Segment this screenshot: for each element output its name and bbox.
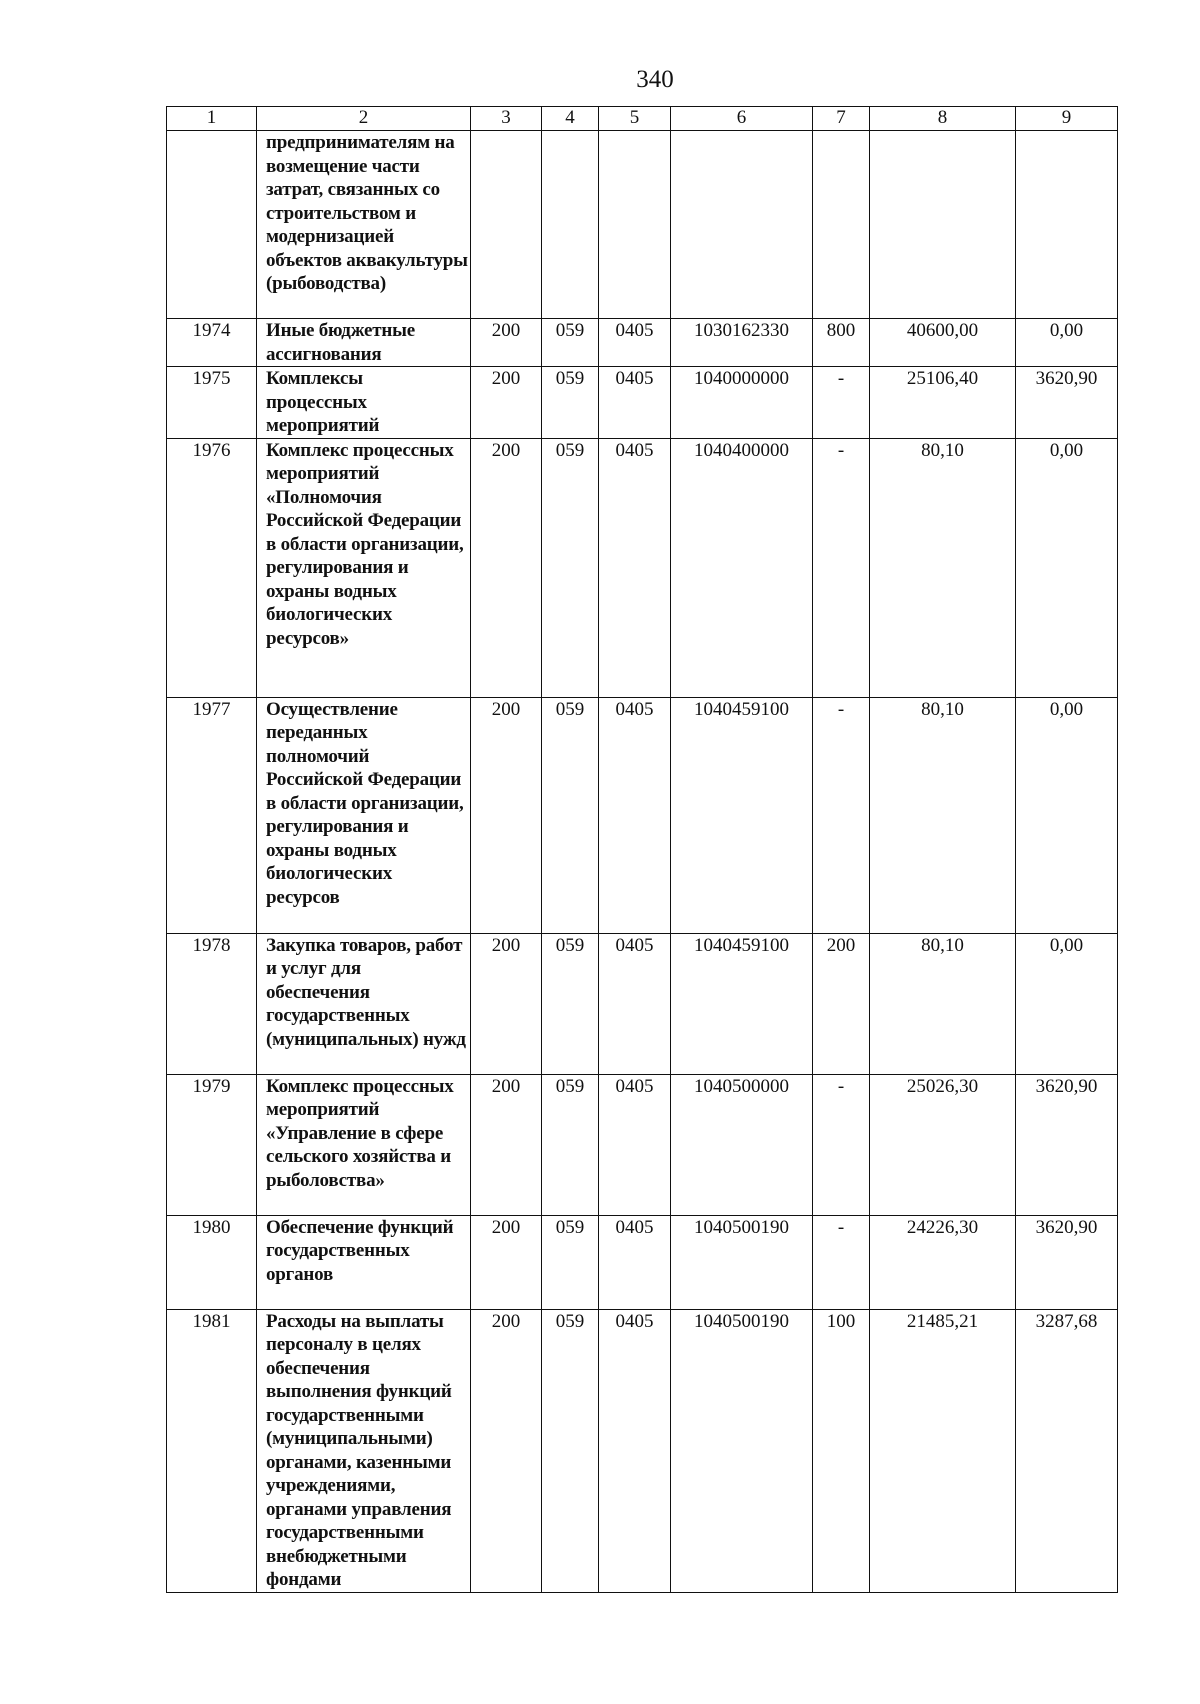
cell-col9: 3620,90 <box>1016 1215 1118 1309</box>
cell-col7: 200 <box>813 933 870 1074</box>
cell-col4 <box>542 131 599 319</box>
cell-col9: 0,00 <box>1016 933 1118 1074</box>
cell-col7: - <box>813 697 870 933</box>
cell-col3: 200 <box>471 1215 542 1309</box>
cell-col4: 059 <box>542 1074 599 1215</box>
page-number: 340 <box>636 66 674 93</box>
row-name: Комплекс процессных мероприятий «Полномочия Российской Федерации в области организации, регулирования и охраны водных биологических ресурсов» <box>257 438 471 697</box>
row-name: Комплексы процессных мероприятий <box>257 367 471 439</box>
row-name: Расходы на выплаты персоналу в целях обеспечения выполнения функций государственными (муниципальными) органами, казенными учреждениями, органами управления государственными внебюджетными фондами <box>257 1309 471 1592</box>
column-header: 9 <box>1016 107 1118 131</box>
cell-col3: 200 <box>471 1309 542 1592</box>
table-row <box>167 933 1118 1074</box>
column-header: 5 <box>599 107 671 131</box>
row-name: Закупка товаров, работ и услуг для обеспечения государственных (муниципальных) нужд <box>257 933 471 1074</box>
column-header: 6 <box>671 107 813 131</box>
table-row <box>167 1074 1118 1215</box>
cell-col3 <box>471 131 542 319</box>
cell-col3: 200 <box>471 367 542 439</box>
row-name: Осуществление переданных полномочий Российской Федерации в области организации, регулирования и охраны водных биологических ресурсов <box>257 697 471 933</box>
cell-col8: 25106,40 <box>870 367 1016 439</box>
cell-col6: 1040500190 <box>671 1309 813 1592</box>
cell-col7: - <box>813 367 870 439</box>
cell-col5: 0405 <box>599 319 671 367</box>
row-number: 1978 <box>167 933 257 1074</box>
cell-col9: 3620,90 <box>1016 1074 1118 1215</box>
row-name: Комплекс процессных мероприятий «Управление в сфере сельского хозяйства и рыболовства» <box>257 1074 471 1215</box>
row-number <box>167 131 257 319</box>
cell-col6: 1040000000 <box>671 367 813 439</box>
cell-col4: 059 <box>542 1309 599 1592</box>
cell-col5: 0405 <box>599 367 671 439</box>
cell-col7: - <box>813 1074 870 1215</box>
table-header-row <box>167 107 1118 131</box>
cell-col3: 200 <box>471 438 542 697</box>
column-header: 2 <box>257 107 471 131</box>
cell-col9: 0,00 <box>1016 697 1118 933</box>
cell-col8: 40600,00 <box>870 319 1016 367</box>
table-row <box>167 319 1118 367</box>
cell-col6: 1040459100 <box>671 933 813 1074</box>
row-number: 1977 <box>167 697 257 933</box>
table-row <box>167 131 1118 319</box>
cell-col7: 100 <box>813 1309 870 1592</box>
cell-col8: 21485,21 <box>870 1309 1016 1592</box>
cell-col3: 200 <box>471 933 542 1074</box>
column-header: 7 <box>813 107 870 131</box>
cell-col3: 200 <box>471 697 542 933</box>
cell-col9: 0,00 <box>1016 319 1118 367</box>
row-number: 1976 <box>167 438 257 697</box>
column-header: 1 <box>167 107 257 131</box>
cell-col5 <box>599 131 671 319</box>
cell-col9: 3287,68 <box>1016 1309 1118 1592</box>
cell-col4: 059 <box>542 319 599 367</box>
cell-col4: 059 <box>542 933 599 1074</box>
column-header: 4 <box>542 107 599 131</box>
row-number: 1979 <box>167 1074 257 1215</box>
cell-col6 <box>671 131 813 319</box>
cell-col7: 800 <box>813 319 870 367</box>
cell-col7: - <box>813 1215 870 1309</box>
cell-col7: - <box>813 438 870 697</box>
table-row <box>167 1215 1118 1309</box>
row-name: Обеспечение функций государственных органов <box>257 1215 471 1309</box>
cell-col8: 25026,30 <box>870 1074 1016 1215</box>
cell-col9: 3620,90 <box>1016 367 1118 439</box>
cell-col5: 0405 <box>599 1074 671 1215</box>
cell-col8: 80,10 <box>870 933 1016 1074</box>
column-header: 3 <box>471 107 542 131</box>
cell-col3: 200 <box>471 1074 542 1215</box>
cell-col7 <box>813 131 870 319</box>
row-name: предпринимателям на возмещение части затрат, связанных со строительством и модернизацией объектов аквакультуры (рыбоводства) <box>257 131 471 319</box>
cell-col9 <box>1016 131 1118 319</box>
table-row <box>167 697 1118 933</box>
cell-col9: 0,00 <box>1016 438 1118 697</box>
cell-col6: 1040400000 <box>671 438 813 697</box>
row-number: 1974 <box>167 319 257 367</box>
cell-col8: 80,10 <box>870 697 1016 933</box>
cell-col8 <box>870 131 1016 319</box>
budget-table <box>166 106 1118 1593</box>
cell-col6: 1040500190 <box>671 1215 813 1309</box>
cell-col4: 059 <box>542 1215 599 1309</box>
cell-col5: 0405 <box>599 1215 671 1309</box>
row-number: 1980 <box>167 1215 257 1309</box>
row-name: Иные бюджетные ассигнования <box>257 319 471 367</box>
cell-col6: 1030162330 <box>671 319 813 367</box>
cell-col5: 0405 <box>599 1309 671 1592</box>
cell-col4: 059 <box>542 697 599 933</box>
cell-col8: 24226,30 <box>870 1215 1016 1309</box>
cell-col4: 059 <box>542 367 599 439</box>
table-row <box>167 438 1118 697</box>
cell-col6: 1040459100 <box>671 697 813 933</box>
column-header: 8 <box>870 107 1016 131</box>
row-number: 1975 <box>167 367 257 439</box>
cell-col5: 0405 <box>599 697 671 933</box>
table-row <box>167 1309 1118 1592</box>
cell-col5: 0405 <box>599 438 671 697</box>
cell-col5: 0405 <box>599 933 671 1074</box>
cell-col8: 80,10 <box>870 438 1016 697</box>
cell-col3: 200 <box>471 319 542 367</box>
cell-col4: 059 <box>542 438 599 697</box>
row-number: 1981 <box>167 1309 257 1592</box>
table-row <box>167 367 1118 439</box>
cell-col6: 1040500000 <box>671 1074 813 1215</box>
